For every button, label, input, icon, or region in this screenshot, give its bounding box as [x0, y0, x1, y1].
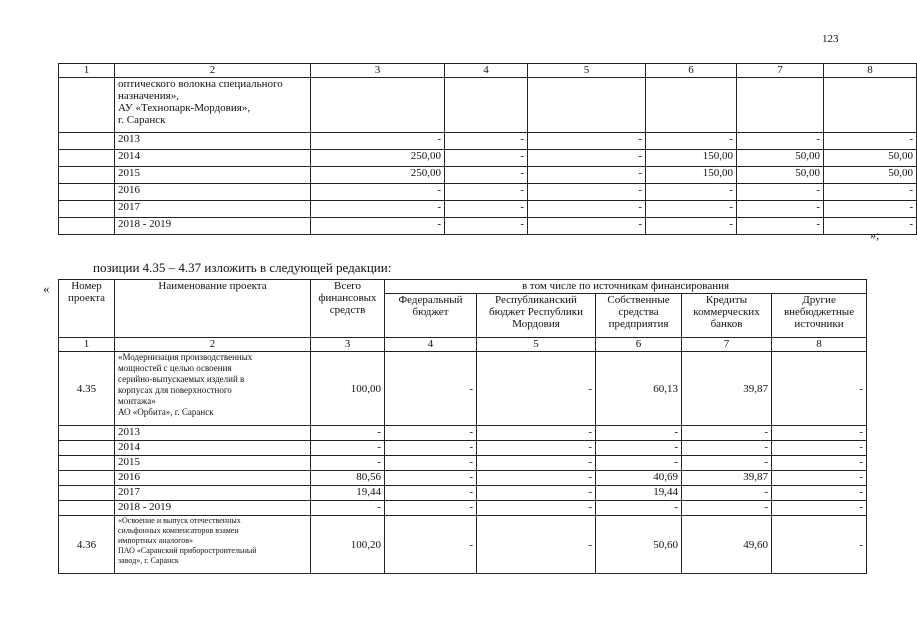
year-cell: 2014: [115, 441, 311, 456]
value-cell: -: [737, 133, 824, 150]
value-cell: -: [772, 471, 867, 486]
column-number: 1: [59, 338, 115, 352]
table-new-positions: [58, 279, 867, 574]
value-cell: -: [311, 201, 445, 218]
table-row: [59, 456, 867, 471]
desc-line: мощностей с целью освоения: [118, 363, 232, 373]
value-cell: -: [477, 441, 596, 456]
desc-line: «Освоение и выпуск отечественных: [118, 516, 241, 525]
value-cell: 19,44: [596, 486, 682, 501]
table1-header-row: [59, 64, 917, 78]
desc-line: назначения»,: [118, 90, 179, 102]
project-row: [59, 352, 867, 426]
desc-line: «Модернизация производственных: [118, 352, 253, 362]
table1-header-cell: 3: [311, 64, 445, 78]
value-cell: 150,00: [646, 167, 737, 184]
value-cell: -: [737, 218, 824, 235]
header-project-name: Наименование проекта: [115, 280, 311, 338]
column-number: 8: [772, 338, 867, 352]
value-cell: 80,56: [311, 471, 385, 486]
table-row: [59, 486, 867, 501]
value-cell: -: [646, 201, 737, 218]
value-cell: 50,00: [824, 167, 917, 184]
year-cell: 2014: [115, 150, 311, 167]
value-cell: 19,44: [311, 486, 385, 501]
total-cell: 100,00: [311, 352, 385, 426]
value-cell: -: [445, 150, 528, 167]
column-number: 4: [385, 338, 477, 352]
value-cell: -: [385, 456, 477, 471]
closing-quote: »;: [870, 228, 880, 242]
value-cell: -: [772, 516, 867, 574]
table-row: [59, 201, 917, 218]
total-cell: 100,20: [311, 516, 385, 574]
year-cell: 2015: [115, 167, 311, 184]
value-cell: -: [385, 501, 477, 516]
desc-line: сильфонных компенсаторов взамен: [118, 526, 239, 535]
header-bank-credits: Кредиты коммерческих банков: [682, 294, 772, 338]
value-cell: -: [477, 352, 596, 426]
value-cell: -: [528, 150, 646, 167]
value-cell: -: [772, 441, 867, 456]
value-cell: -: [824, 133, 917, 150]
value-cell: -: [477, 501, 596, 516]
table-row: [59, 218, 917, 235]
value-cell: -: [311, 218, 445, 235]
value-cell: -: [445, 201, 528, 218]
value-cell: -: [772, 456, 867, 471]
table1-header-cell: 2: [115, 64, 311, 78]
opening-quote: «: [43, 281, 50, 296]
value-cell: -: [772, 352, 867, 426]
value-cell: -: [311, 501, 385, 516]
value-cell: -: [528, 133, 646, 150]
value-cell: -: [772, 501, 867, 516]
project-number: 4.36: [59, 516, 115, 574]
intro-text: позиции 4.35 – 4.37 изложить в следующей редакции:: [93, 260, 392, 275]
value-cell: -: [385, 352, 477, 426]
project-row: [59, 516, 867, 574]
table-continuation: [58, 63, 917, 235]
column-number: 6: [596, 338, 682, 352]
desc-line: оптического волокна специального: [118, 78, 283, 90]
value-cell: -: [682, 426, 772, 441]
table1-header-cell: 5: [528, 64, 646, 78]
desc-line: монтажа»: [118, 396, 156, 406]
value-cell: -: [385, 486, 477, 501]
value-cell: -: [385, 426, 477, 441]
value-cell: -: [596, 426, 682, 441]
column-number: 7: [682, 338, 772, 352]
value-cell: -: [528, 218, 646, 235]
project-number: 4.35: [59, 352, 115, 426]
value-cell: -: [477, 456, 596, 471]
value-cell: -: [477, 516, 596, 574]
project-description: [115, 352, 311, 426]
table-row: [59, 133, 917, 150]
value-cell: 39,87: [682, 352, 772, 426]
desc-line: ПАО «Саранский приборостроительный: [118, 546, 257, 555]
table1-header-cell: 8: [824, 64, 917, 78]
value-cell: -: [824, 218, 917, 235]
header-other-sources: Другие внебюджетные источники: [772, 294, 867, 338]
project-description: [115, 78, 311, 133]
value-cell: 50,00: [737, 150, 824, 167]
value-cell: -: [682, 441, 772, 456]
value-cell: -: [528, 167, 646, 184]
value-cell: 49,60: [682, 516, 772, 574]
table-row: [59, 184, 917, 201]
value-cell: 40,69: [596, 471, 682, 486]
value-cell: -: [445, 218, 528, 235]
group-header-row: [59, 280, 867, 294]
header-own-funds: Собственные средства предприятия: [596, 294, 682, 338]
table1-header-cell: 1: [59, 64, 115, 78]
value-cell: -: [646, 184, 737, 201]
value-cell: -: [385, 441, 477, 456]
table-row: [59, 501, 867, 516]
value-cell: -: [596, 501, 682, 516]
value-cell: -: [682, 486, 772, 501]
table-row: [59, 150, 917, 167]
year-cell: 2013: [115, 133, 311, 150]
table-row: [59, 426, 867, 441]
header-federal: Федеральный бюджет: [385, 294, 477, 338]
year-cell: 2015: [115, 456, 311, 471]
value-cell: 150,00: [646, 150, 737, 167]
year-cell: 2018 - 2019: [115, 218, 311, 235]
value-cell: -: [311, 184, 445, 201]
value-cell: -: [311, 426, 385, 441]
value-cell: 250,00: [311, 167, 445, 184]
table-row: [59, 471, 867, 486]
header-project-number: Номер проекта: [59, 280, 115, 338]
desc-line: импортных аналогов»: [118, 536, 193, 545]
number-row: [59, 338, 867, 352]
value-cell: -: [445, 184, 528, 201]
table1-header-cell: 4: [445, 64, 528, 78]
value-cell: -: [682, 456, 772, 471]
header-republican: Республиканский бюджет Республики Мордовия: [477, 294, 596, 338]
year-cell: 2017: [115, 201, 311, 218]
value-cell: -: [737, 201, 824, 218]
desc-line: серийно-выпускаемых изделий в: [118, 374, 245, 384]
table1-header-cell: 6: [646, 64, 737, 78]
value-cell: -: [477, 486, 596, 501]
value-cell: -: [528, 201, 646, 218]
value-cell: -: [824, 201, 917, 218]
header-total: Всего финансовых средств: [311, 280, 385, 338]
year-cell: 2016: [115, 184, 311, 201]
table-row: [59, 441, 867, 456]
value-cell: -: [445, 133, 528, 150]
value-cell: -: [596, 456, 682, 471]
value-cell: -: [528, 184, 646, 201]
value-cell: 50,60: [596, 516, 682, 574]
desc-line: завод», г. Саранск: [118, 556, 179, 565]
value-cell: -: [772, 426, 867, 441]
value-cell: -: [445, 167, 528, 184]
value-cell: -: [824, 184, 917, 201]
value-cell: -: [737, 184, 824, 201]
desc-line: АО «Орбита», г. Саранск: [118, 407, 214, 417]
value-cell: 250,00: [311, 150, 445, 167]
project-description: [115, 516, 311, 574]
column-number: 3: [311, 338, 385, 352]
value-cell: 60,13: [596, 352, 682, 426]
value-cell: -: [477, 471, 596, 486]
table1-header-cell: 7: [737, 64, 824, 78]
value-cell: -: [311, 456, 385, 471]
value-cell: -: [646, 218, 737, 235]
table1-desc-row: [59, 78, 917, 133]
value-cell: -: [385, 471, 477, 486]
table-row: [59, 167, 917, 184]
year-cell: 2018 - 2019: [115, 501, 311, 516]
value-cell: 39,87: [682, 471, 772, 486]
value-cell: -: [596, 441, 682, 456]
desc-line: АУ «Технопарк-Мордовия»,: [118, 102, 251, 114]
year-cell: 2013: [115, 426, 311, 441]
value-cell: 50,00: [824, 150, 917, 167]
year-cell: 2016: [115, 471, 311, 486]
value-cell: -: [311, 441, 385, 456]
column-number: 2: [115, 338, 311, 352]
desc-line: г. Саранск: [118, 114, 166, 126]
desc-line: корпусах для поверхностного: [118, 385, 232, 395]
value-cell: -: [646, 133, 737, 150]
value-cell: -: [385, 516, 477, 574]
value-cell: -: [682, 501, 772, 516]
column-number: 5: [477, 338, 596, 352]
value-cell: -: [772, 486, 867, 501]
value-cell: -: [311, 133, 445, 150]
year-cell: 2017: [115, 486, 311, 501]
value-cell: -: [477, 426, 596, 441]
value-cell: 50,00: [737, 167, 824, 184]
header-sources-group: в том числе по источникам финансирования: [385, 280, 867, 294]
page-number: 123: [822, 33, 839, 45]
